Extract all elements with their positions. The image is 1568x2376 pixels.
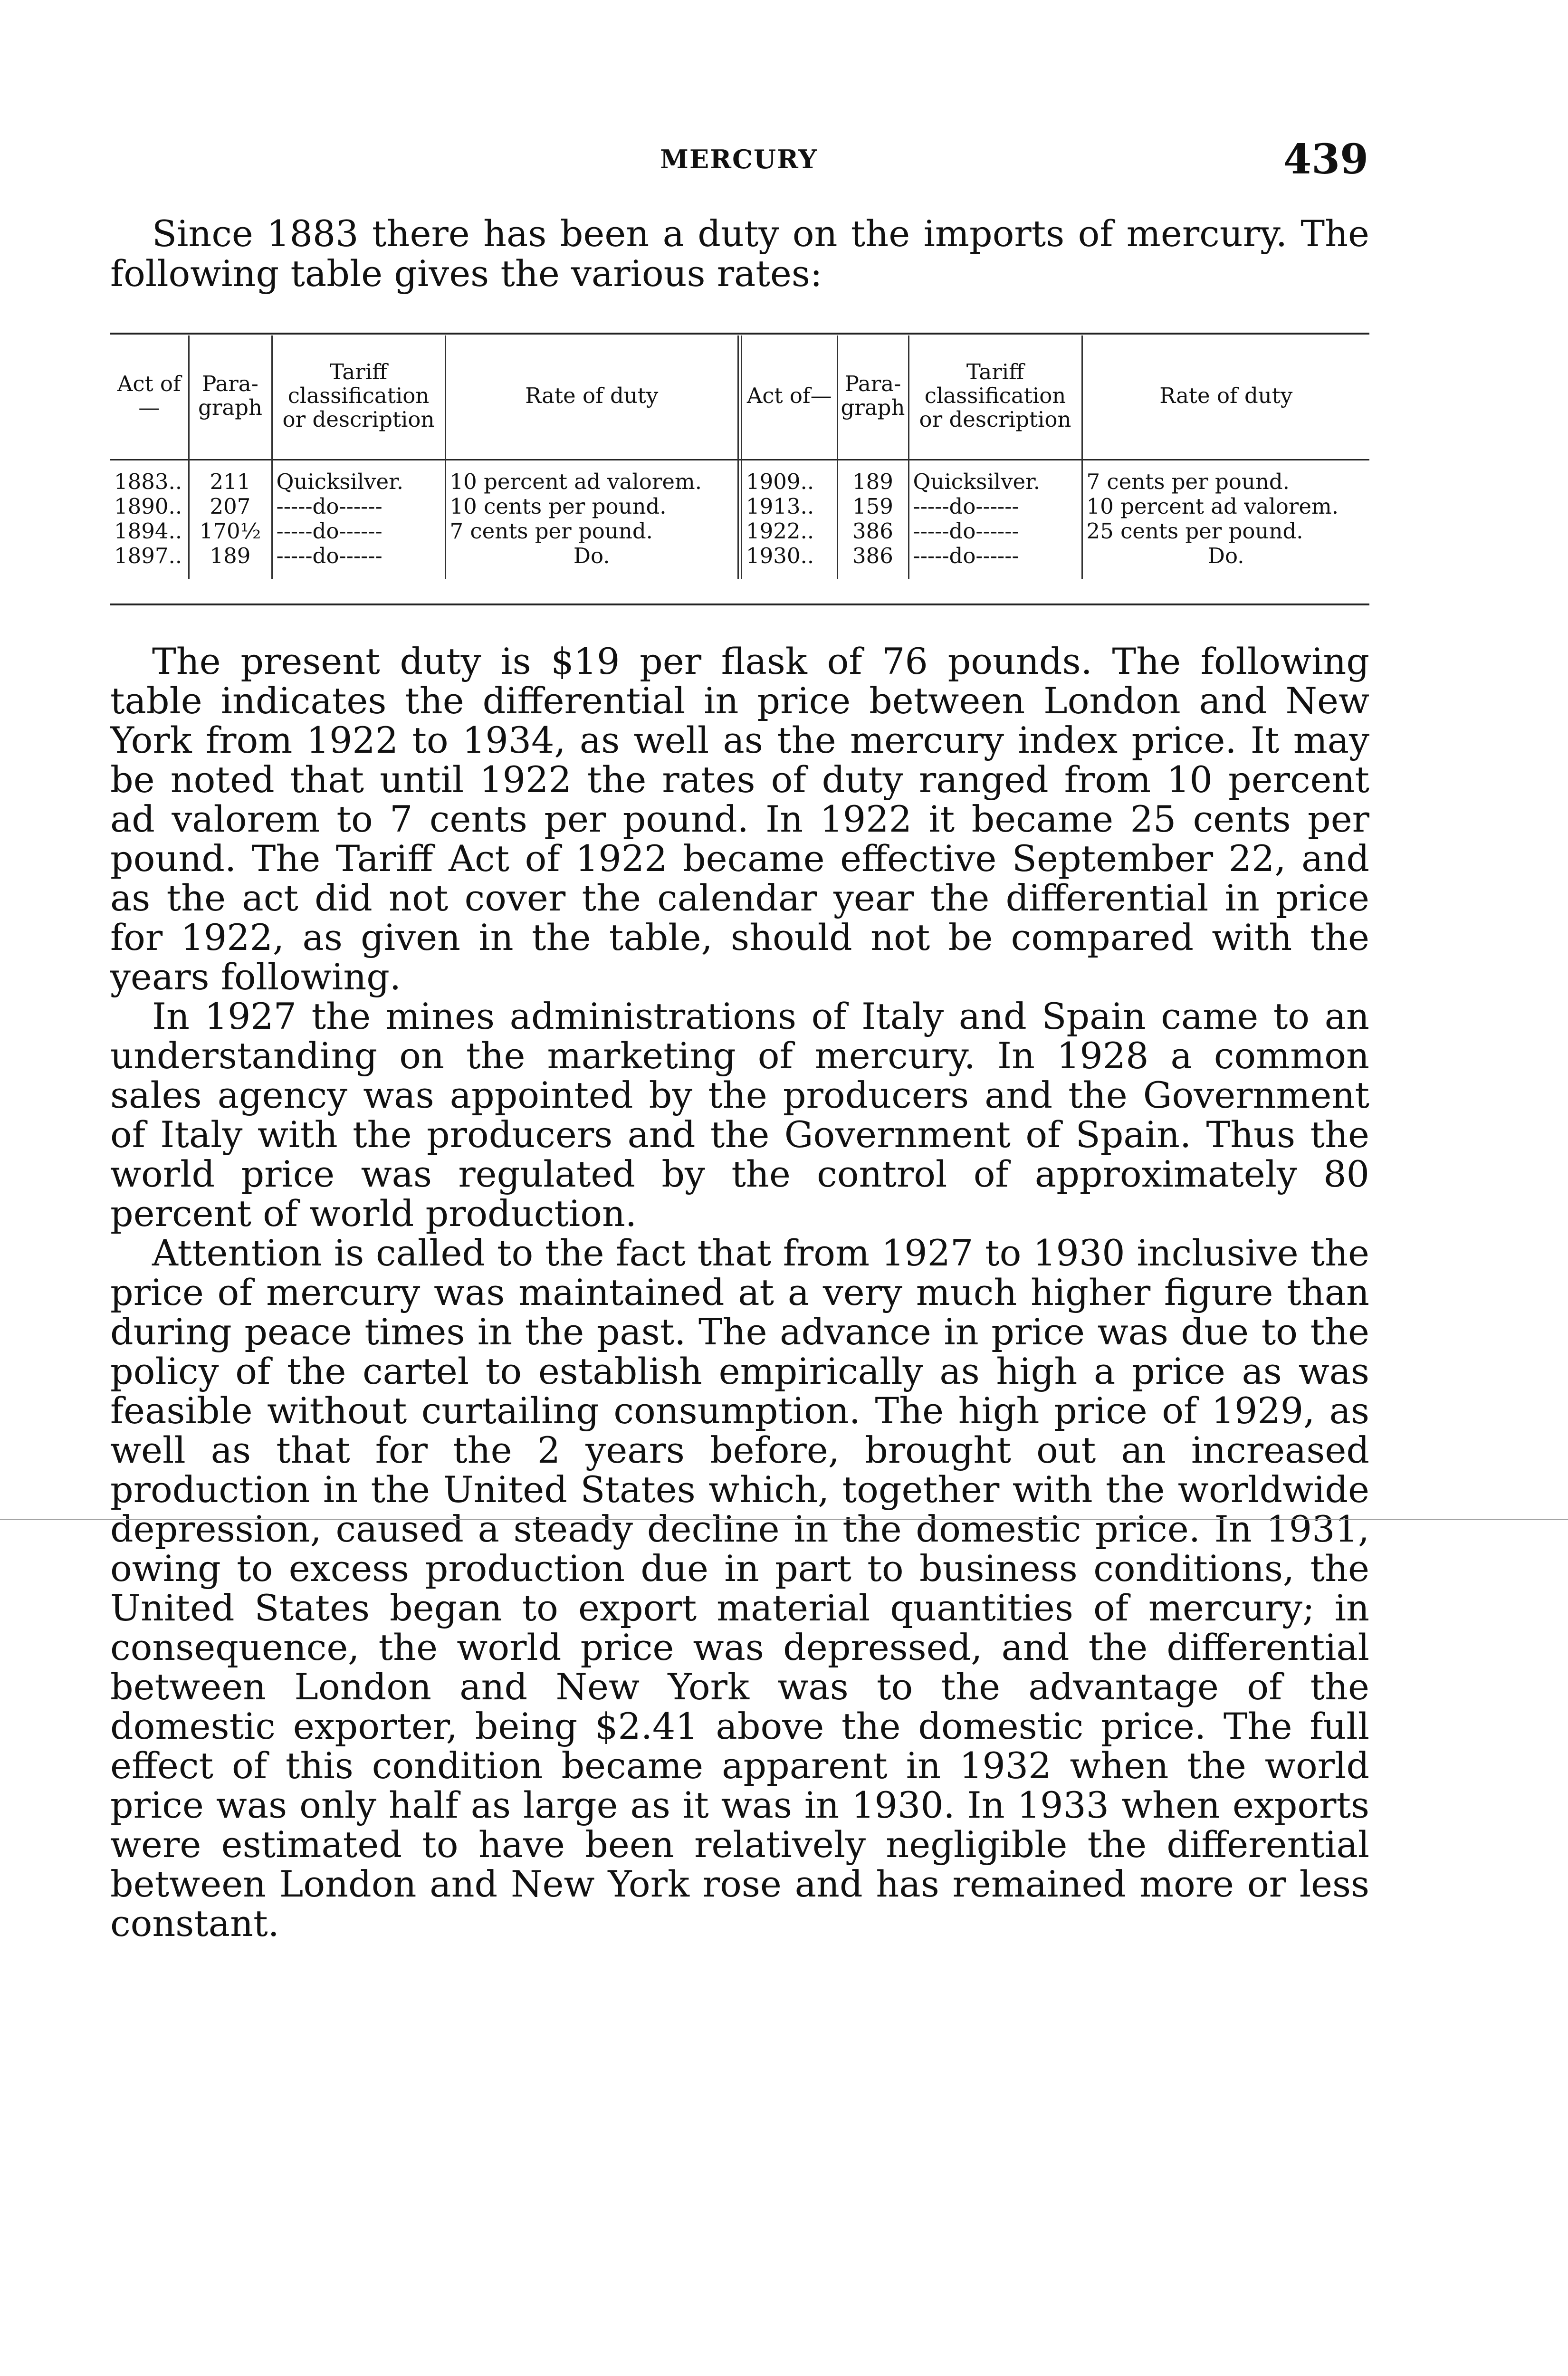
table-cell: 386 [837,544,908,579]
table-row [110,519,1369,544]
column-header-act: Act of— [740,335,837,456]
table-cell: -----do------ [272,544,445,579]
column-header-classification: Tariff classification or description [272,335,445,456]
column-header-paragraph: Para-graph [189,335,272,456]
table-header-row [110,335,1369,456]
table-cell: 207 [189,494,272,519]
table-cell: -----do------ [908,544,1082,579]
table-cell: 7 cents per pound. [1086,469,1290,494]
table-cell: -----do------ [272,519,445,544]
column-header-classification: Tariff classification or description [908,335,1082,456]
table-row [110,494,1369,519]
duty-rates-table [110,335,1369,579]
table-cell: 1922.. [740,519,837,544]
table-cell: Do. [1207,544,1244,568]
table-cell: 10 percent ad valorem. [445,456,740,494]
table-cell: 211 [189,456,272,494]
table-cell: 1897.. [110,544,189,579]
table-cell: 189 [837,456,908,494]
table-cell: 10 cents per pound. [445,494,740,519]
table-top-rule [110,333,1369,335]
column-header-act: Act of— [110,335,189,456]
table-cell: -----do------ [908,494,1082,519]
table-cell: 1930.. [740,544,837,579]
table-cell: 10 percent ad valorem. [1086,494,1339,519]
column-header-rate: Rate of duty [445,335,740,456]
intro-paragraph: Since 1883 there has been a duty on the imports of mercury. The following table gives the various rates: [110,212,1369,295]
body-text [110,642,1369,1943]
paragraph: Attention is called to the fact that from 1927 to 1930 inclusive the price of mercury was maintained at a very much higher figure than during peace times in the past. The advance in price was due to the policy of the cartel to establish empirically as high a price as was feasible without curtailing consumption. The high price of 1929, as well as that for the 2 years before, brought out an increased production in the United States which, together with the worldwide depression, caused a steady decline in the domestic price. In 1931, owing to excess production due in part to business conditions, the United States began to export material quantities of mercury; in consequence, the world price was depressed, and the differential between London and New York was to the advantage of the domestic exporter, being $2.41 above the domestic price. The full effect of this condition became apparent in 1932 when the world price was only half as large as it was in 1930. In 1933 when exports were estimated to have been relatively negligible the differential between London and New York rose and has remained more or less constant. [110,1232,1369,1945]
table-cell: 1883.. [110,456,189,494]
table-bottom-rule [110,604,1369,605]
column-header-paragraph: Para-graph [837,335,908,456]
page-number: 439 [1283,135,1368,183]
scan-artifact-line [0,1519,1568,1520]
table-cell: 1909.. [740,456,837,494]
table-row [110,456,1369,494]
paragraph: The present duty is $19 per flask of 76 pounds. The following table indicates the differential in price between London and New York from 1922 to 1934, as well as the mercury index price. It may be noted that until 1922 the rates of duty ranged from 10 percent ad valorem to 7 cents per pound. In 1922 it became 25 cents per pound. The Tariff Act of 1922 became effective September 22, and as the act did not cover the calendar year the differential in price for 1922, as given in the table, should not be compared with the years following. [110,640,1369,998]
table-cell: 7 cents per pound. [445,519,740,544]
table-cell: 386 [837,519,908,544]
page-header [109,135,1368,183]
table-cell: 1890.. [110,494,189,519]
table-cell: Do. [445,544,740,579]
table-cell: 25 cents per pound. [1086,519,1303,544]
column-header-rate: Rate of duty [1159,383,1293,408]
table-cell: 1894.. [110,519,189,544]
paragraph: In 1927 the mines administrations of Italy and Spain came to an understanding on the marketing of mercury. In 1928 a common sales agency was appointed by the producers and the Government of Italy with the producers and the Government of Spain. Thus the world price was regulated by the control of approximately 80 percent of world production. [110,995,1369,1235]
table-cell: 189 [189,544,272,579]
running-head: MERCURY [660,144,818,174]
table-cell: Quicksilver. [272,456,445,494]
table-cell: Quicksilver. [908,456,1082,494]
table-cell: -----do------ [272,494,445,519]
table-cell: -----do------ [908,519,1082,544]
table-row [110,544,1369,579]
table-cell: 159 [837,494,908,519]
table-cell: 170½ [189,519,272,544]
table-cell: 1913.. [740,494,837,519]
